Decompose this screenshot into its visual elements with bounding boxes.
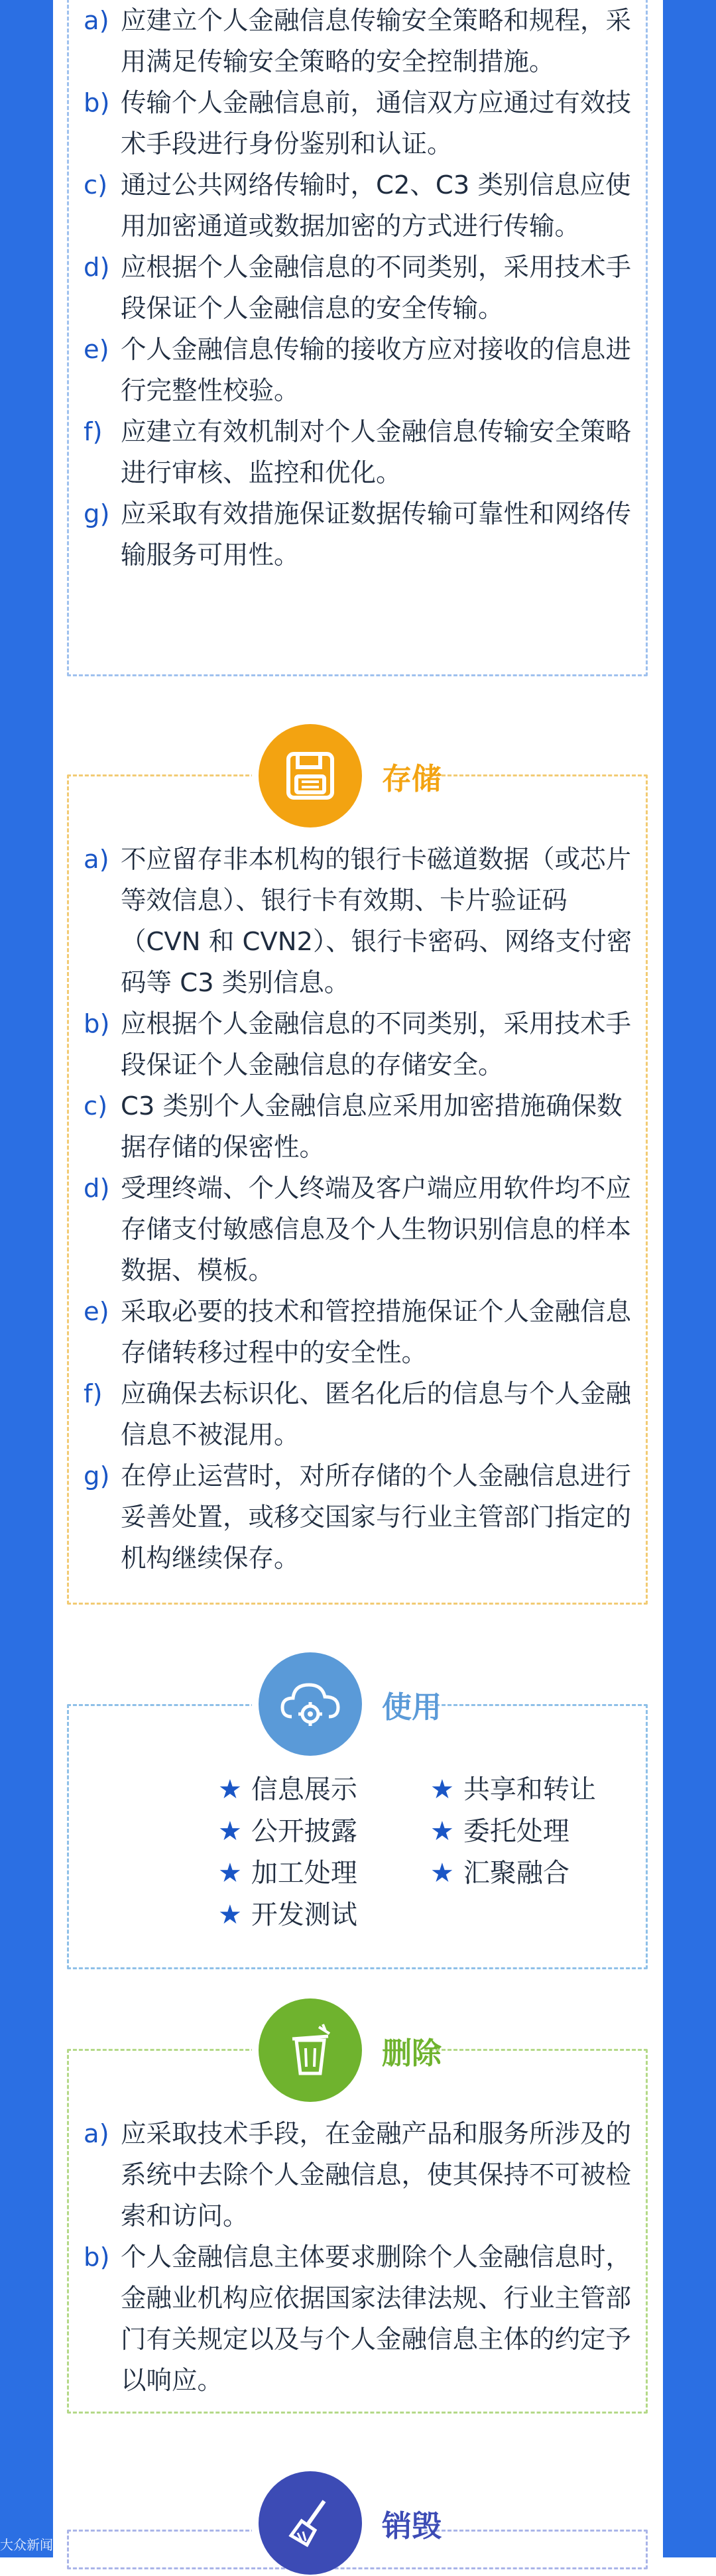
star-icon: ★ [218,1858,242,1888]
usage-item: ★ 加工处理 [218,1858,357,1888]
right-frame-bar [663,0,716,2557]
transmission-list [84,1,632,576]
star-icon: ★ [218,1900,242,1930]
deletion-title: 删除 [382,2035,442,2071]
cloud-gear-icon [278,1676,342,1733]
list-item: b) 传输个人金融信息前，通信双方应通过有效技术手段进行身份鉴别和认证。 [84,88,632,159]
usage-item: ★ 信息展示 [218,1774,357,1805]
list-item: f) 应确保去标识化、匿名化后的信息与个人金融信息不被混用。 [84,1379,632,1450]
list-item: a) 应采取技术手段，在金融产品和服务所涉及的系统中去除个人金融信息，使其保持不可被检索和访问。 [84,2119,632,2231]
usage-item: ★ 开发测试 [218,1900,357,1930]
deletion-list [84,2114,632,2402]
broom-icon [282,2494,339,2551]
list-item: c) C3 类别个人金融信息应采用加密措施确保数据存储的保密性。 [84,1091,623,1162]
usage-icon-badge [259,1652,362,1756]
storage-list [84,839,632,1579]
left-frame-bar [0,0,53,2557]
star-icon: ★ [430,1774,454,1805]
trash-can-icon [282,2022,339,2079]
usage-item: ★ 共享和转让 [430,1774,596,1805]
deletion-icon-badge [259,1998,362,2102]
deletion-section [67,2049,648,2414]
list-item: c) 通过公共网络传输时，C2、C3 类别信息应使用加密通道或数据加密的方式进行传输。 [84,170,631,241]
storage-section [67,774,648,1605]
list-item: g) 在停止运营时，对所存储的个人金融信息进行妥善处置，或移交国家与行业主管部门指定的机构继续保存。 [84,1461,632,1573]
star-icon: ★ [218,1774,242,1805]
list-item: g) 应采取有效措施保证数据传输可靠性和网络传输服务可用性。 [84,499,632,570]
destruction-icon-badge [259,2471,362,2575]
list-item: b) 个人金融信息主体要求删除个人金融信息时，金融业机构应依据国家法律法规、行业主管部门有关规定以及与个人金融信息主体的约定予以响应。 [84,2242,632,2396]
storage-header [259,723,442,829]
watermark: 大众新闻 [0,2537,53,2553]
usage-item: ★ 汇聚融合 [430,1858,569,1888]
star-icon: ★ [430,1858,454,1888]
usage-grid [218,1769,616,1936]
list-item: b) 应根据个人金融信息的不同类别，采用技术手段保证个人金融信息的存储安全。 [84,1009,632,1080]
list-item: a) 不应留存非本机构的银行卡磁道数据（或芯片等效信息）、银行卡有效期、卡片验证码（CVN 和 CVN2）、银行卡密码、网络支付密码等 C3 类别信息。 [84,845,632,998]
list-item: a) 应建立个人金融信息传输安全策略和规程，采用满足传输安全策略的安全控制措施。 [84,6,632,77]
list-item: e) 采取必要的技术和管控措施保证个人金融信息存储转移过程中的安全性。 [84,1297,632,1368]
destruction-title: 销毁 [382,2508,442,2544]
star-icon: ★ [430,1816,454,1847]
storage-icon-badge [259,724,362,828]
storage-title: 存储 [382,761,442,796]
deletion-header [259,1997,442,2103]
list-item: d) 应根据个人金融信息的不同类别，采用技术手段保证个人金融信息的安全传输。 [84,253,632,324]
transmission-section [67,0,648,676]
usage-header [259,1651,442,1757]
floppy-disk-icon [282,747,339,804]
list-item: e) 个人金融信息传输的接收方应对接收的信息进行完整性校验。 [84,335,632,406]
usage-item: ★ 委托处理 [430,1816,569,1847]
star-icon: ★ [218,1816,242,1847]
list-item: f) 应建立有效机制对个人金融信息传输安全策略进行审核、监控和优化。 [84,417,632,488]
usage-title: 使用 [382,1689,442,1725]
usage-item: ★ 公开披露 [218,1816,357,1847]
list-item: d) 受理终端、个人终端及客户端应用软件均不应存储支付敏感信息及个人生物识别信息的样本数据、模板。 [84,1174,632,1286]
destruction-header [259,2470,442,2576]
